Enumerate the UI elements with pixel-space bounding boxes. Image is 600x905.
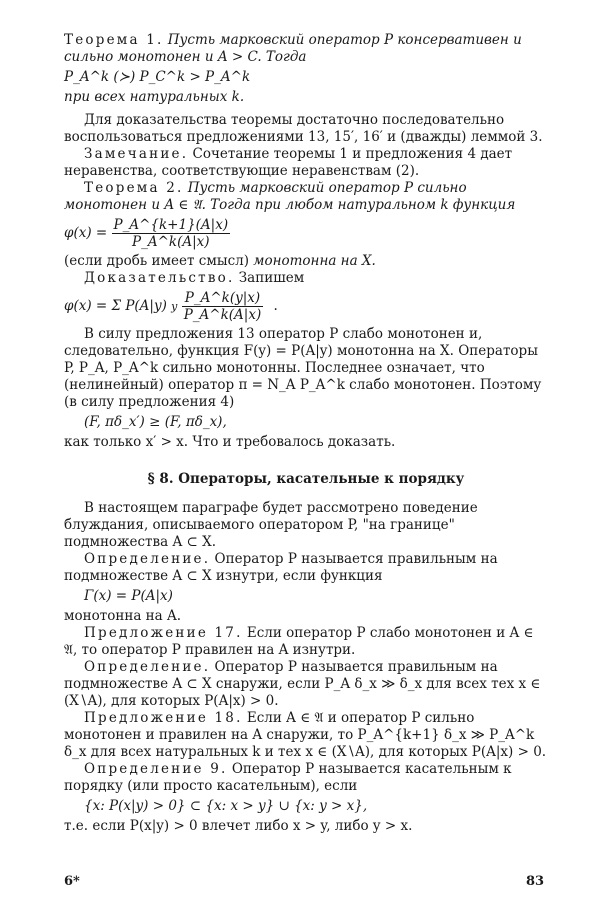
definition-1 <box>64 551 548 585</box>
proposition-17-text: Если оператор P слабо монотонен и A ∈ 𝔄, то оператор P правилен на A изнутри. <box>64 625 534 658</box>
definition-9-label: Определение 9. <box>84 761 228 777</box>
proof-2-sum-index: y <box>171 300 178 313</box>
theorem-2-tail <box>64 253 548 270</box>
theorem-1-formula: P_A^k (≻) P_C^k > P_A^k <box>64 69 251 85</box>
proof-1: Для доказательства теоремы достаточно последовательно воспользоваться предложениями 13, 15′, 16′ и (дважды) леммой 3. <box>64 112 543 145</box>
proof-2-denominator: P_A^k(A|x) <box>183 307 262 323</box>
proof-2-text: Запишем <box>238 270 305 286</box>
definition-2-text: Оператор P называется правильным на подмножестве A ⊂ X снаружи, если P_A δ_x ≫ δ_x для всех тех x ∈ (X∖A), для которых P(A|x) > 0. <box>64 659 541 709</box>
remark <box>64 146 548 180</box>
theorem-1-label: Теорема 1. <box>64 32 164 48</box>
theorem-2 <box>64 180 548 214</box>
theorem-1 <box>64 32 548 66</box>
proof-2-end: как только x′ > x. Что и требовалось доказать. <box>64 434 396 450</box>
section-title: § 8. Операторы, касательные к порядку <box>147 471 465 487</box>
remark-label: Замечание. <box>84 146 189 162</box>
proof-2-formula <box>64 290 548 323</box>
proposition-18-label: Предложение 18. <box>84 710 243 726</box>
definition-9 <box>64 761 548 795</box>
theorem-2-text: Пусть марковский оператор P сильно монотонен и A ∈ 𝔄. Тогда при любом натуральном k функция <box>64 180 516 213</box>
definition-1-label: Определение. <box>84 551 211 567</box>
theorem-2-tail-plain: (если дробь имеет смысл) <box>64 253 249 269</box>
signature-mark: 6* <box>64 874 80 889</box>
theorem-2-lhs: φ(x) = <box>64 225 108 241</box>
proof-2-inequality: (F, πδ_x′) ≥ (F, πδ_x), <box>84 414 227 430</box>
proof-2-fraction <box>182 290 264 323</box>
proposition-18 <box>64 710 548 761</box>
definition-2-label: Определение. <box>84 659 211 675</box>
proof-2-paragraph: В силу предложения 13 оператор P слабо монотонен и, следовательно, функция F(y) = P(A|y) монотонна на X. Операторы P, P_A, P_A^k сильно монотонны. Последнее означает, что (нелинейный) оператор π = N_A P_A^k слабо монотонен. Поэтому (в силу предложения 4) <box>64 326 542 410</box>
proposition-18-text: Если A ∈ 𝔄 и оператор P сильно монотонен и правилен на A снаружи, то P_A^{k+1} δ_x ≫ P_A^k δ_x для всех натуральных k и тех x ∈ (X∖A), для которых P(A|x) > 0. <box>64 710 547 760</box>
theorem-1-text: Пусть марковский оператор P консервативен и сильно монотонен и A > C. Тогда <box>64 32 522 65</box>
proposition-17-label: Предложение 17. <box>84 625 243 641</box>
remark-text: Сочетание теоремы 1 и предложения 4 дает неравенства, соответствующие неравенствам (2). <box>64 146 513 179</box>
theorem-2-formula <box>64 217 548 250</box>
theorem-1-tail: при всех натуральных k. <box>64 89 245 105</box>
theorem-2-denominator: P_A^k(A|x) <box>132 234 210 250</box>
definition-2 <box>64 659 548 710</box>
theorem-2-fraction <box>112 217 231 250</box>
proof-2-lhs: φ(x) = Σ P(A|y) <box>64 298 167 314</box>
definition-1-formula: Γ(x) = P(A|x) <box>84 588 173 604</box>
proof-2-numerator: P_A^k(y|x) <box>182 290 264 307</box>
page-number: 83 <box>526 874 545 889</box>
proof-2-label: Доказательство. <box>84 270 235 286</box>
theorem-2-tail-italic: монотонна на X. <box>253 253 376 269</box>
definition-9-tail: т.е. если P(x|y) > 0 влечет либо x > y, либо y > x. <box>64 818 413 834</box>
definition-1-tail: монотонна на A. <box>64 608 182 624</box>
page-body <box>64 32 548 835</box>
definition-1-text: Оператор P называется правильным на подмножестве A ⊂ X изнутри, если функция <box>64 551 498 584</box>
proof-2-dot: . <box>273 298 278 314</box>
proof-2 <box>64 270 548 287</box>
definition-9-text: Оператор P называется касательным к порядку (или просто касательным), если <box>64 761 512 794</box>
theorem-2-numerator: P_A^{k+1}(A|x) <box>113 217 229 233</box>
theorem-2-label: Теорема 2. <box>84 180 184 196</box>
proposition-17 <box>64 625 548 659</box>
section-intro: В настоящем параграфе будет рассмотрено поведение блуждания, описываемого оператором P, "на границе" подмножества A ⊂ X. <box>64 500 478 550</box>
definition-9-formula: {x: P(x|y) > 0} ⊂ {x: x > y} ∪ {x: y > x}, <box>84 798 368 814</box>
